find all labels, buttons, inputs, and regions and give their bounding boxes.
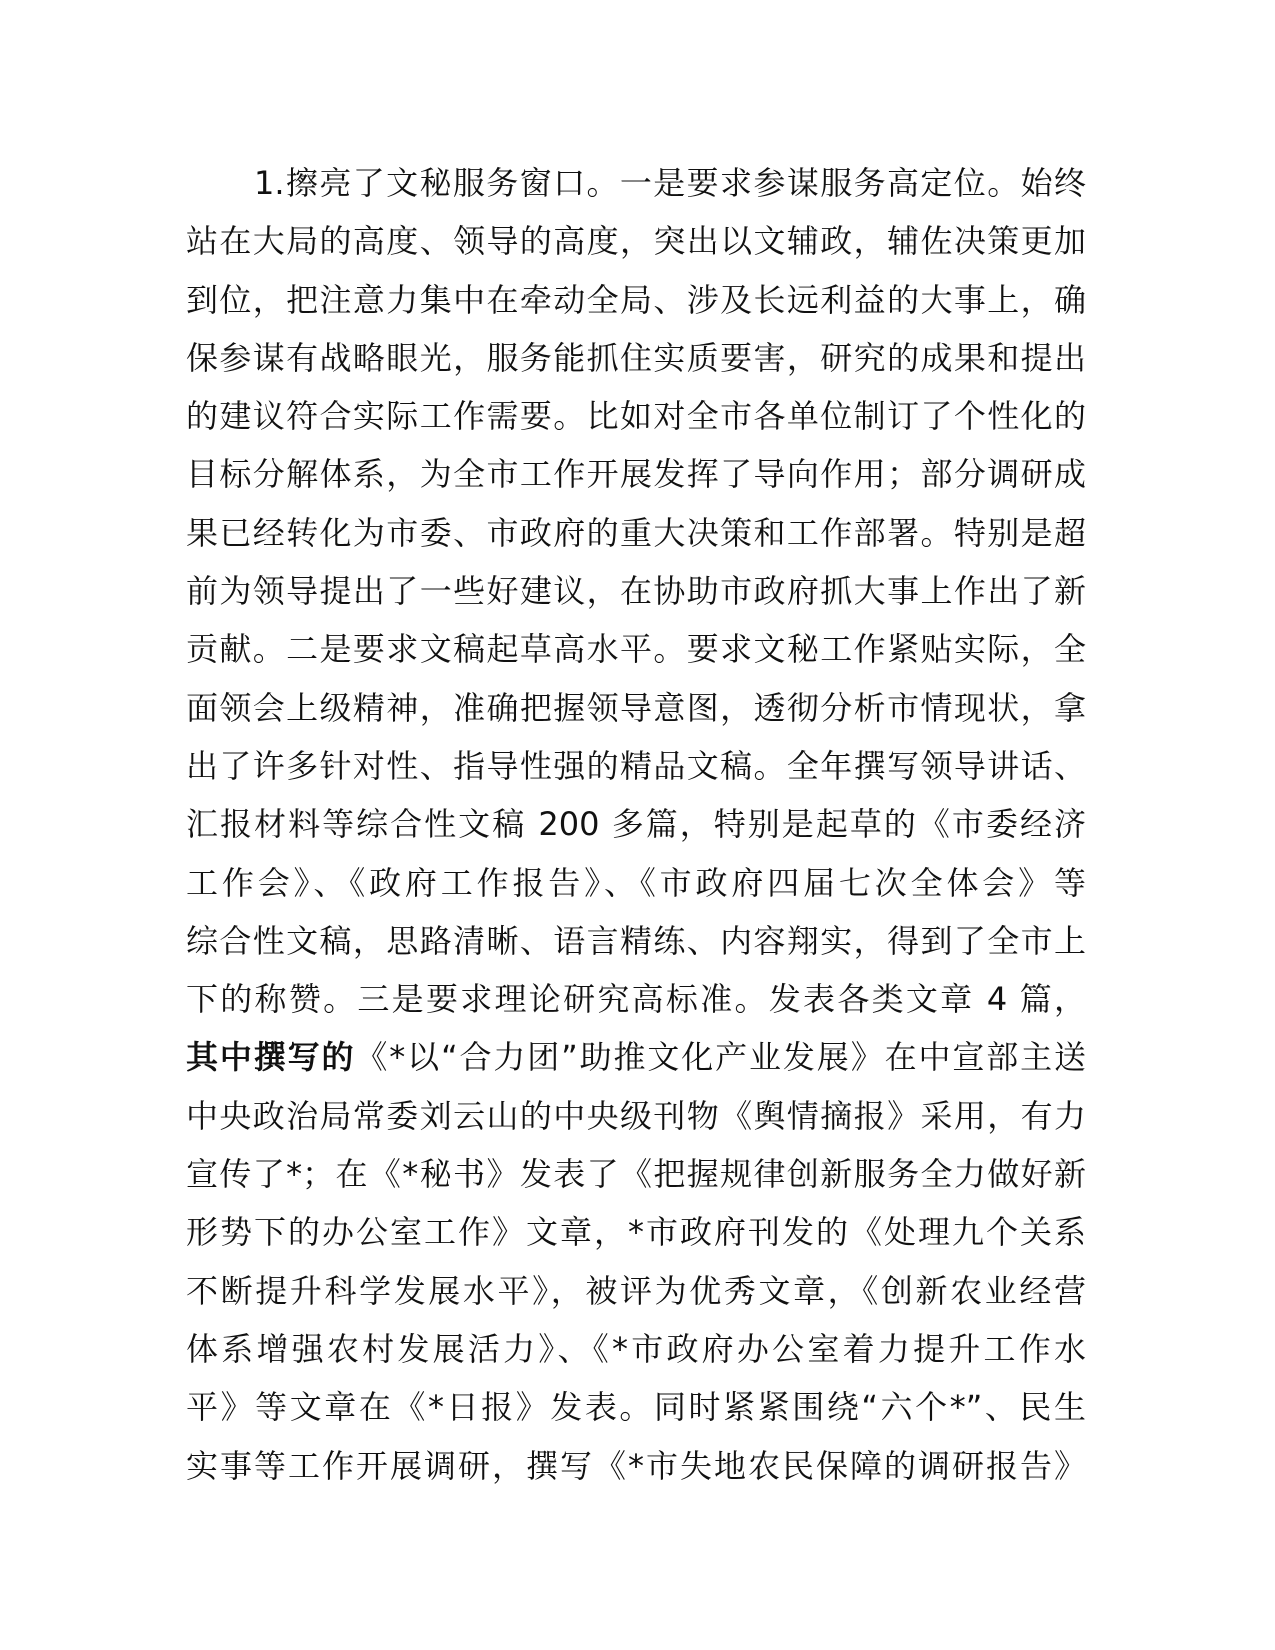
text-line-3: 到位，把注意力集中在牵动全局、涉及长远利益的大事上，确 [186, 280, 1086, 319]
text-line-1: 1.擦亮了文秘服务窗口。一是要求参谋服务高定位。始终 [254, 164, 1086, 202]
text-line-12: 汇报材料等综合性文稿 200 多篇，特别是起草的《市委经济 [186, 805, 1086, 844]
text-line-14: 综合性文稿，思路清晰、语言精练、内容翔实，得到了全市上 [186, 921, 1086, 960]
bold-prefix: 其中撰写的 [186, 1038, 356, 1077]
text-line-13: 工作会》、《政府工作报告》、《市政府四届七次全体会》等 [186, 863, 1086, 902]
text-line-8: 前为领导提出了一些好建议，在协助市政府抓大事上作出了新 [186, 572, 1086, 611]
text-line-6: 目标分解体系，为全市工作开展发挥了导向作用；部分调研成 [186, 455, 1086, 494]
text-line-22: 平》等文章在《*日报》发表。同时紧紧围绕“六个*”、民生 [186, 1388, 1086, 1427]
text-line-4: 保参谋有战略眼光，服务能抓住实质要害，研究的成果和提出 [186, 338, 1086, 377]
text-line-18: 宣传了*；在《*秘书》发表了《把握规律创新服务全力做好新 [186, 1155, 1086, 1194]
text-line-16 [186, 1028, 1086, 1086]
text-line-5: 的建议符合实际工作需要。比如对全市各单位制订了个性化的 [186, 397, 1086, 436]
text-line-10: 面领会上级精神，准确把握领导意图，透彻分析市情现状，拿 [186, 688, 1086, 727]
text-line-23: 实事等工作开展调研，撰写《*市失地农民保障的调研报告》 [186, 1446, 1086, 1485]
text-line-2: 站在大局的高度、领导的高度，突出以文辅政，辅佐决策更加 [186, 222, 1086, 261]
text-line-7: 果已经转化为市委、市政府的重大决策和工作部署。特别是超 [186, 513, 1086, 552]
body-paragraph [186, 154, 1086, 1495]
text-line-9: 贡献。二是要求文稿起草高水平。要求文秘工作紧贴实际，全 [186, 630, 1086, 669]
text-line-20: 不断提升科学发展水平》，被评为优秀文章，《创新农业经营 [186, 1271, 1086, 1310]
text-line-21: 体系增强农村发展活力》、《*市政府办公室着力提升工作水 [186, 1329, 1086, 1368]
text-line-19: 形势下的办公室工作》文章，*市政府刊发的《处理九个关系 [186, 1213, 1086, 1252]
text-line-15: 下的称赞。三是要求理论研究高标准。发表各类文章 4 篇， [186, 980, 1086, 1019]
text-line-17: 中央政治局常委刘云山的中央级刊物《舆情摘报》采用，有力 [186, 1096, 1086, 1135]
text-line-16-rest: 《*以“合力团”助推文化产业发展》在中宣部主送 [355, 1038, 1086, 1077]
text-line-11: 出了许多针对性、指导性强的精品文稿。全年撰写领导讲话、 [186, 746, 1086, 785]
